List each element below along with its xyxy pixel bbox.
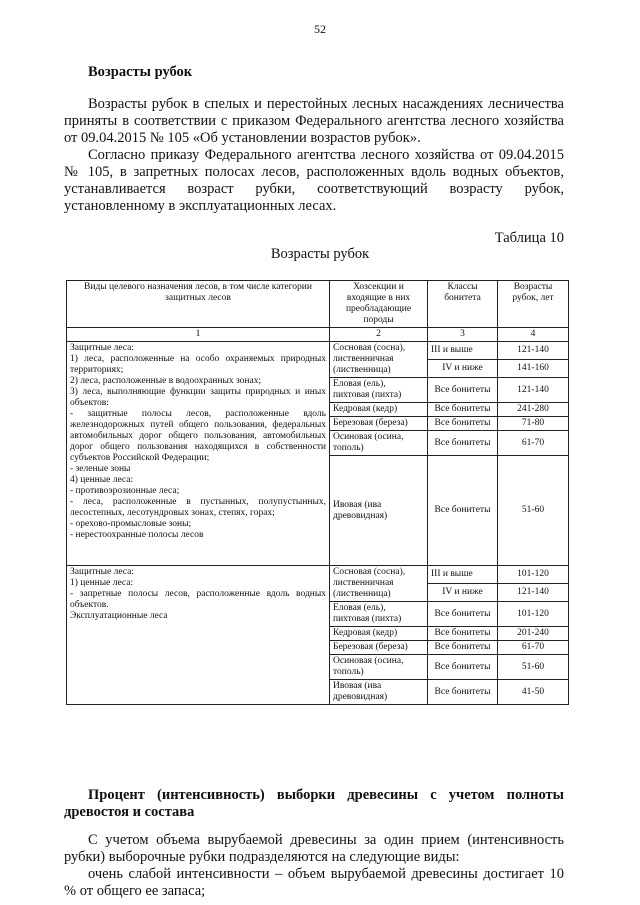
category-cell-group-2 — [67, 566, 330, 705]
age-cell: 61-70 — [498, 431, 569, 456]
table-row — [67, 566, 569, 584]
class-cell: Все бонитеты — [428, 417, 498, 431]
species-cell: Березовая (береза) — [330, 641, 428, 655]
header-category: Виды целевого назначения лесов, в том числе категории защитных лесов — [67, 281, 330, 328]
category-line: Защитные леса: — [70, 343, 134, 353]
category-line: - нерестоохранные полосы лесов — [70, 530, 204, 540]
species-cell: Ивовая (ива древовидная) — [330, 456, 428, 566]
category-line: Эксплуатационные леса — [70, 611, 168, 621]
closing-paragraph-2: очень слабой интенсивности – объем вырубаемой древесины достигает 10 % от общего ее запаса; — [64, 866, 564, 899]
column-number: 2 — [330, 328, 428, 342]
age-cell: 61-70 — [498, 641, 569, 655]
header-classes: Классы бонитета — [428, 281, 498, 328]
class-cell: Все бонитеты — [428, 655, 498, 680]
age-cell: 201-240 — [498, 627, 569, 641]
category-line: - противоэрозионные леса; — [70, 486, 180, 496]
species-cell: Осиновая (осина, тополь) — [330, 431, 428, 456]
table-caption: Возрасты рубок — [270, 246, 370, 262]
class-cell: Все бонитеты — [428, 431, 498, 456]
species-cell: Осиновая (осина, тополь) — [330, 655, 428, 680]
cutting-age-table — [66, 280, 569, 705]
age-cell: 141-160 — [498, 360, 569, 378]
class-cell: Все бонитеты — [428, 378, 498, 403]
page-number: 52 — [314, 22, 326, 36]
category-cell-group-1 — [67, 342, 330, 566]
species-cell: Ивовая (ива древовидная) — [330, 680, 428, 705]
category-line: - орехово-промысловые зоны; — [70, 519, 192, 529]
class-cell: III и выше — [428, 566, 498, 584]
age-cell: 241-280 — [498, 403, 569, 417]
column-number: 4 — [498, 328, 569, 342]
category-line: 4) ценные леса: — [70, 475, 134, 485]
header-ages: Возрасты рубок, лет — [498, 281, 569, 328]
species-cell: Кедровая (кедр) — [330, 627, 428, 641]
category-line: Защитные леса: — [70, 567, 134, 577]
category-line: 1) ценные леса: — [70, 578, 134, 588]
column-number: 1 — [67, 328, 330, 342]
species-cell: Кедровая (кедр) — [330, 403, 428, 417]
category-line: - защитные полосы лесов, расположенные вдоль железнодорожных путей общего пользования, федеральных автомобильных дорог общего пользования, автомобильных дорог общего пользования находящихся в собственности субъектов Российской Федерации; — [70, 409, 326, 463]
species-cell: Еловая (ель), пихтовая (пихта) — [330, 602, 428, 627]
age-cell: 71-80 — [498, 417, 569, 431]
header-species: Хозсекции и входящие в них преобладающие породы — [330, 281, 428, 328]
class-cell: III и выше — [428, 342, 498, 360]
species-cell: Еловая (ель), пихтовая (пихта) — [330, 378, 428, 403]
category-line: - запретные полосы лесов, расположенные вдоль водных объектов. — [70, 589, 326, 610]
class-cell: Все бонитеты — [428, 602, 498, 627]
paragraph-2: Согласно приказу Федерального агентства лесного хозяйства от 09.04.2015 № 105, в запретных полосах лесов, расположенных вдоль водных объектов, устанавливается возраст рубки, соответствующий возрасту рубок, установленному в эксплуатационных лесах. — [64, 147, 564, 214]
age-cell: 51-60 — [498, 456, 569, 566]
subheading: Процент (интенсивность) выборки древесины с учетом полноты древостоя и состава — [64, 787, 564, 820]
category-line: 3) леса, выполняющие функции защиты природных и иных объектов: — [70, 387, 326, 408]
age-cell: 101-120 — [498, 566, 569, 584]
age-cell: 101-120 — [498, 602, 569, 627]
class-cell: Все бонитеты — [428, 456, 498, 566]
table-row — [67, 342, 569, 360]
age-cell: 121-140 — [498, 378, 569, 403]
closing-paragraph-1: С учетом объема вырубаемой древесины за один прием (интенсивность рубки) выборочные рубки подразделяются на следующие виды: — [64, 832, 564, 865]
category-line: - зеленые зоны — [70, 464, 131, 474]
section-heading: Возрасты рубок — [88, 64, 193, 80]
species-cell: Сосновая (сосна), лиственничная (лиственница) — [330, 566, 428, 602]
class-cell: IV и ниже — [428, 584, 498, 602]
category-line: 2) леса, расположенные в водоохранных зонах; — [70, 376, 262, 386]
table-number: Таблица 10 — [494, 230, 564, 246]
category-line: 1) леса, расположенные на особо охраняемых природных территориях; — [70, 354, 326, 375]
column-number-row — [67, 328, 569, 342]
age-cell: 51-60 — [498, 655, 569, 680]
class-cell: Все бонитеты — [428, 641, 498, 655]
age-cell: 41-50 — [498, 680, 569, 705]
species-cell: Сосновая (сосна), лиственничная (лиственница) — [330, 342, 428, 378]
class-cell: Все бонитеты — [428, 627, 498, 641]
class-cell: IV и ниже — [428, 360, 498, 378]
category-line: - леса, расположенные в пустынных, полупустынных, лесостепных, лесотундровых зонах, степях, горах; — [70, 497, 326, 518]
column-number: 3 — [428, 328, 498, 342]
class-cell: Все бонитеты — [428, 680, 498, 705]
class-cell: Все бонитеты — [428, 403, 498, 417]
paragraph-1: Возрасты рубок в спелых и перестойных лесных насаждениях лесничества приняты в соответствии с приказом Федерального агентства лесного хозяйства от 09.04.2015 № 105 «Об установлении возрастов рубок». — [64, 96, 564, 146]
species-cell: Березовая (береза) — [330, 417, 428, 431]
age-cell: 121-140 — [498, 584, 569, 602]
table-header-row — [67, 281, 569, 328]
age-cell: 121-140 — [498, 342, 569, 360]
